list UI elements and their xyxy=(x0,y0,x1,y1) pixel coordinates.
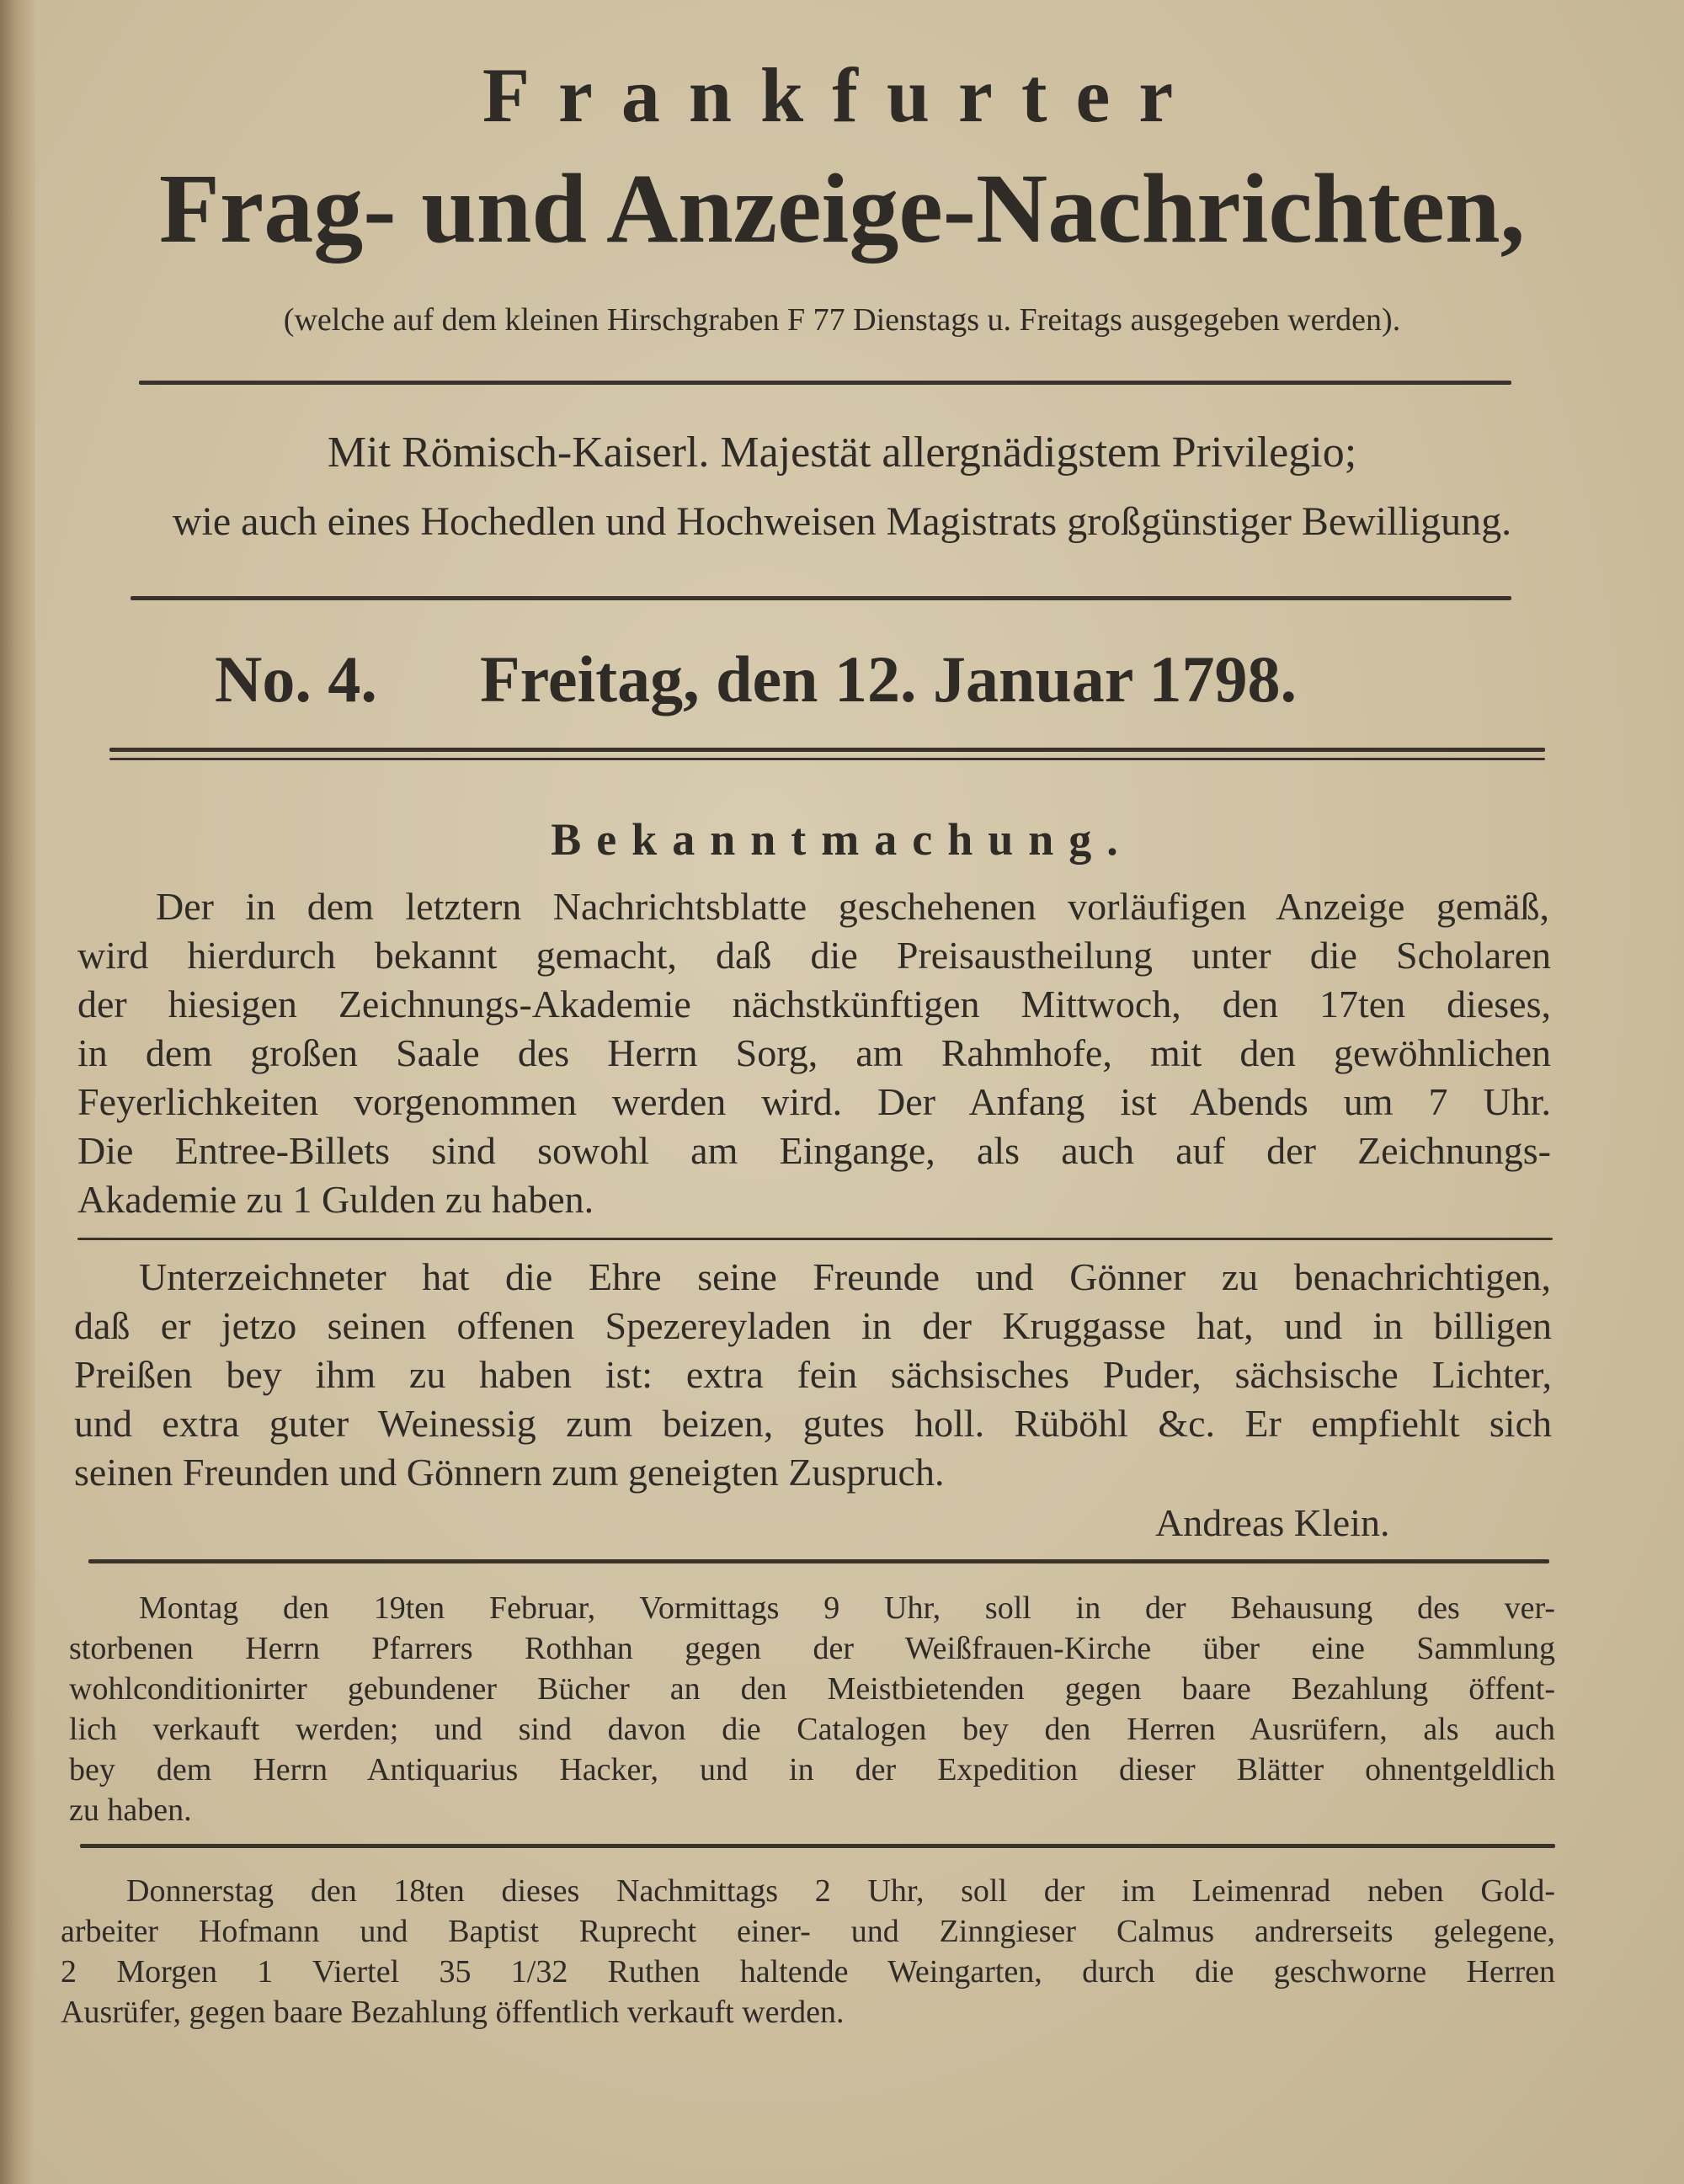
text-line: in dem großen Saale des Herrn Sorg, am Rahmhofe, mit den gewöhnlichen xyxy=(77,1031,1551,1074)
divider xyxy=(139,381,1511,385)
masthead-title-main: Frag- und Anzeige-Nachrichten, xyxy=(158,153,1526,264)
notice-heading: Bekanntmachung. xyxy=(551,814,1133,865)
text-line: arbeiter Hofmann und Baptist Ruprecht einer- und Zinngieser Calmus andrerseits gelegene, xyxy=(61,1914,1555,1949)
text-line: Die Entree-Billets sind sowohl am Eingange, als auch auf der Zeichnungs- xyxy=(77,1129,1551,1172)
text-line: Donnerstag den 18ten dieses Nachmittags 2 Uhr, soll der im Leimenrad neben Gold- xyxy=(126,1873,1555,1909)
text-line: daß er jetzo seinen offenen Spezereyladen in der Kruggasse hat, und in billigen xyxy=(74,1304,1552,1347)
text-line: storbenen Herrn Pfarrers Rothhan gegen der Weißfrauen-Kirche über eine Sammlung xyxy=(69,1631,1555,1666)
text-line: Preißen bey ihm zu haben ist: extra fein sächsisches Puder, sächsische Lichter, xyxy=(74,1353,1552,1396)
text-line: wohlconditionirter gebundener Bücher an den Meistbietenden gegen baare Bezahlung öffent- xyxy=(69,1671,1555,1707)
text-line: Der in dem letztern Nachrichtsblatte geschehenen vorläufigen Anzeige gemäß, xyxy=(156,885,1549,928)
masthead-subtitle: (welche auf dem kleinen Hirschgraben F 77 Dienstags u. Freitags ausgegeben werden). xyxy=(283,302,1401,338)
divider xyxy=(131,596,1511,600)
text-line: Unterzeichneter hat die Ehre seine Freunde und Gönner zu benachrichtigen, xyxy=(139,1255,1551,1298)
privilege-line-2: wie auch eines Hochedlen und Hochweisen Magistrats großgünstiger Bewilligung. xyxy=(172,499,1512,544)
text-line: Montag den 19ten Februar, Vormittags 9 Uhr, soll in der Behausung des ver- xyxy=(139,1590,1555,1626)
text-line: Akademie zu 1 Gulden zu haben. xyxy=(77,1178,594,1221)
divider xyxy=(77,1238,1553,1240)
double-rule-top xyxy=(109,748,1545,752)
text-line: seinen Freunden und Gönnern zum geneigten Zuspruch. xyxy=(74,1451,945,1494)
issue-number: No. 4. xyxy=(215,642,377,716)
text-line: Feyerlichkeiten vorgenommen werden wird. Der Anfang ist Abends um 7 Uhr. xyxy=(77,1080,1551,1123)
text-line: der hiesigen Zeichnungs-Akademie nächstkünftigen Mittwoch, den 17ten dieses, xyxy=(77,983,1551,1025)
text-line: 2 Morgen 1 Viertel 35 1/32 Ruthen haltende Weingarten, durch die geschworne Herren xyxy=(61,1954,1555,1990)
text-line: bey dem Herrn Antiquarius Hacker, und in der Expedition dieser Blätter ohnentgeldlich xyxy=(69,1752,1555,1787)
privilege-line-1: Mit Römisch-Kaiserl. Majestät allergnädigstem Privilegio; xyxy=(327,429,1357,477)
issue-date: Freitag, den 12. Januar 1798. xyxy=(480,642,1297,716)
text-line: zu haben. xyxy=(69,1792,192,1828)
divider xyxy=(80,1844,1555,1848)
double-rule-bottom xyxy=(109,758,1545,760)
divider xyxy=(88,1559,1549,1563)
masthead-title-top: Frankfurter xyxy=(482,52,1202,138)
text-line: und extra guter Weinessig zum beizen, gutes holl. Rüböhl &c. Er empfiehlt sich xyxy=(74,1402,1552,1445)
text-line: Ausrüfer, gegen baare Bezahlung öffentlich verkauft werden. xyxy=(61,1995,845,2030)
text-line: lich verkauft werden; und sind davon die Catalogen bey den Herren Ausrüfern, als auch xyxy=(69,1712,1555,1747)
signature: Andreas Klein. xyxy=(1155,1501,1390,1544)
text-line: wird hierdurch bekannt gemacht, daß die Preisaustheilung unter die Scholaren xyxy=(77,934,1551,977)
